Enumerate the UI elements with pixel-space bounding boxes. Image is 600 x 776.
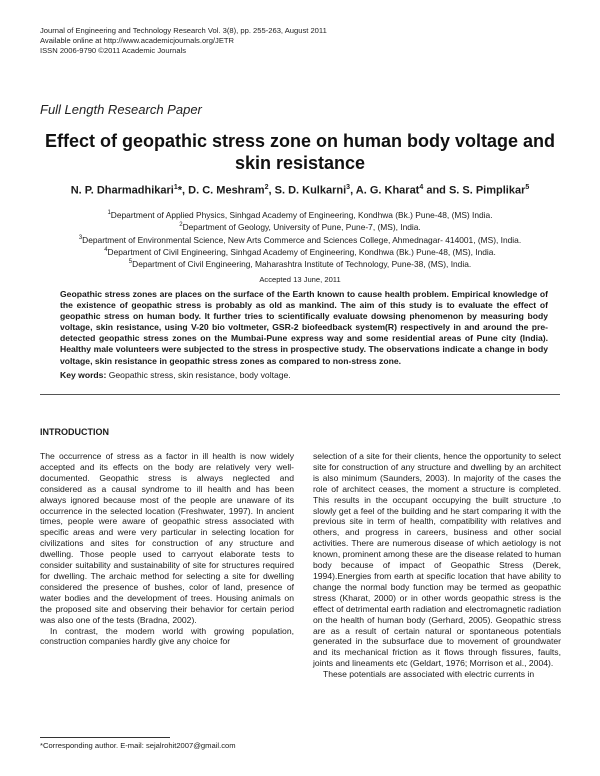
affiliation (14, 245, 586, 257)
author-separator: *, (177, 184, 189, 197)
affiliation (14, 220, 586, 232)
author-name: S. D. Kulkarni (274, 184, 347, 197)
affiliation-mark: 3 (78, 234, 83, 241)
affiliation (14, 257, 586, 269)
affiliation (14, 233, 586, 245)
author-separator: , (268, 184, 275, 197)
author-affil-mark: 3 (346, 184, 351, 191)
footnote: *Corresponding author. E-mail: sejalrohit2007@gmail.com (40, 741, 236, 750)
author-name: D. C. Meshram (188, 184, 265, 197)
accepted-date: Accepted 13 June, 2011 (259, 275, 341, 284)
affiliation (14, 208, 586, 220)
paragraph: The occurrence of stress as a factor in ill health is now widely accepted and its effects on the body are relatively very well-documented. Geopathic stress is always neglected and considered as a causal syndrome to ill health and has been always ignored because most of the people are unaware of its occurrence in the selected location (Freshwater, 1997). In ancient times, people were aware of geopathic stress associated with specific areas and were very particular in selecting location for civilizations and sites for construction of any structure and dwelling. Those people used to carryout elaborate tests to consider suitability and sustainability of site for structures required for dwelling. The archaic method for selecting a site for dwelling considered the presence of bushes, color of land, presence of water bodies and the development of trees. Housing animals on the proposed site and observing their behavior for certain period was also one of the tests (Bradna, 2002). (40, 451, 294, 625)
author-separator: and (423, 184, 449, 197)
author-affil-mark: 1 (173, 184, 178, 191)
body-column-right (313, 451, 561, 680)
journal-url: Available online at http://www.academicjournals.org/JETR (40, 36, 235, 45)
journal-citation: Journal of Engineering and Technology Research Vol. 3(8), pp. 255-263, August 2011 (40, 26, 327, 35)
affiliation-mark: 5 (128, 259, 133, 266)
paragraph: In contrast, the modern world with growing population, construction companies hardly give any choice for (40, 625, 294, 647)
affiliation-mark: 4 (104, 246, 108, 253)
author-affil-mark: 2 (264, 184, 269, 191)
keywords-text: Geopathic stress, skin resistance, body voltage. (108, 370, 291, 380)
author-name: S. S. Pimplikar (448, 184, 526, 197)
keywords (60, 370, 548, 380)
journal-issn: ISSN 2006-9790 ©2011 Academic Journals (40, 46, 187, 55)
paragraph: These potentials are associated with electric currents in (323, 669, 535, 680)
affiliation-text: Department of Civil Engineering, Maharashtra Institute of Technology, Pune-38, (MS), India. (132, 258, 472, 269)
journal-header (40, 26, 327, 56)
affiliation-text: Department of Geology, University of Pune, Pune-7, (MS), India. (182, 222, 421, 233)
affiliation-text: Department of Applied Physics, Sinhgad Academy of Engineering, Kondhwa (Bk.) Pune-48, (MS) India. (110, 209, 493, 220)
body-column-left (40, 451, 294, 647)
paragraph: selection of a site for their clients, hence the opportunity to select site for construction of any structure and dwelling by an architect is also minimum (Saunders, 2003). In majority of the cases the role of architect ceases, the moment a structure is completed. This results in the occupant occupying the built structure ,to slowly get a feel of the building and he start comparing it with the previous site in term of health, compatibility with relatives and others, and progress in careers, business and other social activities. There are numerous disease of which aetiology is not known, prominent among these are the disease related to human body because of impact of Geopathic Stress (Derek, 1994).Energies from earth at specific location that have ability to change the normal body function may be termed as geopathic stress (Kharat, 2000) or in other words geopathic stress is the effect of detrimental earth radiation and electromagnetic radiation on the health of human body (Gerhard, 2005). Geopathic stress are as a result of certain natural or spontaneous potentials generated in the subsurface due to movement of groundwater and its mechanical friction as it flows through fissures, faults, joints and lineaments etc (Geldart, 1976; Morrison et al., 2004). (313, 451, 561, 669)
affiliation-text: Department of Environmental Science, New Arts Commerce and Sciences College, Ahmednagar- 414001, (MS), India. (82, 234, 522, 245)
affiliation-mark: 2 (179, 222, 183, 229)
affiliation-mark: 1 (107, 210, 111, 216)
author-affil-mark: 5 (525, 184, 530, 191)
paper-type: Full Length Research Paper (40, 102, 202, 117)
abstract: Geopathic stress zones are places on the surface of the Earth known to cause health problem. Empirical knowledge of the existence of geopathic stress is probably as old as mankind. The aim of this study is to evaluate the effect of geopathic stress on human body. It further tries to scientifically evaluate dowsing phenomenon by measuring body voltage, skin resistance, using V-20 bio voltmeter, GSR-2 biofeedback system(R) respectively in and around the pre-detected geopathic stress zones on the Mumbai-Pune express way and some residential areas of Pune city (India). Healthy male volunteers were subjected to the stress in prospective study. The observations indicate a change in body voltage, skin resistance in geopathic stress zones as compared to non-stress zone. (60, 289, 548, 366)
section-divider (40, 394, 560, 395)
section-heading: INTRODUCTION (40, 427, 109, 437)
keywords-label: Key words: (60, 370, 107, 380)
affiliation-list (14, 208, 586, 269)
author-separator: , (350, 184, 356, 197)
author-name: A. G. Kharat (355, 184, 420, 197)
paper-title: Effect of geopathic stress zone on human body voltage and skin resistance (44, 131, 556, 173)
author-list (20, 184, 580, 197)
affiliation-text: Department of Civil Engineering, Sinhgad Academy of Engineering, Kondhwa (Bk.) Pune-48, (MS), India. (107, 246, 496, 257)
author-affil-mark: 4 (419, 184, 424, 191)
footnote-divider (40, 737, 170, 738)
author-name: N. P. Dharmadhikari (70, 184, 174, 197)
